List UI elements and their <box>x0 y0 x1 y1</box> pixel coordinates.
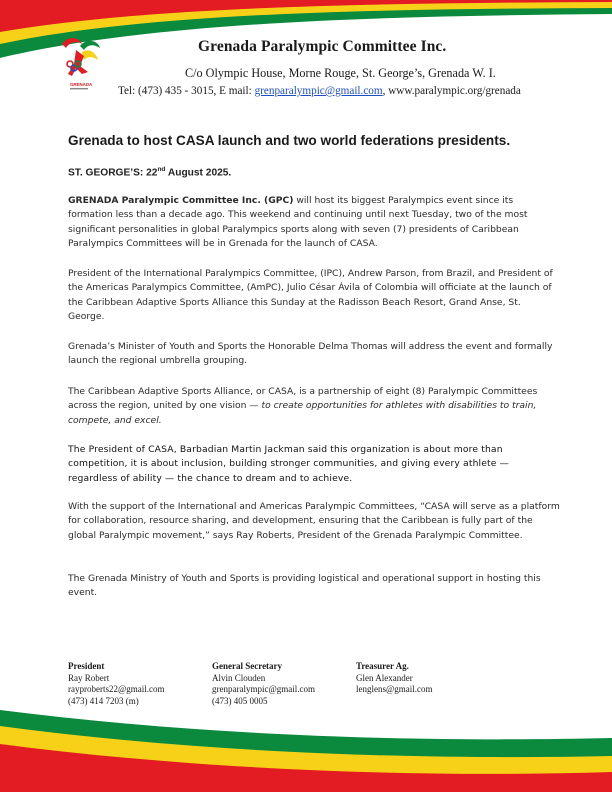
paragraph-support-quote: With the support of the International and Americas Paralympic Committees, “CASA will serve as a platform for collaboration, resource sharing, and development, ensuring that the Caribbean is fully part of the global Paralympic movement,” says Ray Roberts, President of the Grenada Paralympic Committee. <box>68 501 560 541</box>
dateline-ordinal: nd <box>157 166 166 173</box>
footer-stripes <box>0 708 612 792</box>
contact-phone-prefix: Tel: (473) 435 - 3015, E mail: <box>118 85 255 97</box>
org-name: Grenada Paralympic Committee Inc. <box>198 38 447 55</box>
casa-definition-text: The Caribbean Adaptive Sports Alliance, or CASA, is a partnership of eight (8) Paralympic Committees across the region, united by one vision — <box>68 386 538 412</box>
logo-tagline-bar <box>70 88 88 89</box>
org-contact-line <box>118 85 521 97</box>
officer-name: Ray Robert <box>68 672 110 683</box>
paragraph-casa-definition <box>68 385 560 428</box>
article-headline: Grenada to host CASA launch and two world federations presidents. <box>68 133 511 148</box>
casa-vision-italic: to create opportunities for athletes with disabilities to train, compete, and excel. <box>68 400 537 426</box>
officer-president <box>68 661 165 707</box>
paragraph-ministry-support: The Grenada Ministry of Youth and Sports is providing logistical and operational support in hosting this event. <box>68 573 541 599</box>
logo-swoosh-red <box>62 38 82 48</box>
officer-name: Glen Alexander <box>356 672 413 683</box>
officer-phone: (473) 405 0005 <box>212 695 268 706</box>
officer-treasurer <box>356 661 433 696</box>
officer-email[interactable]: rayproberts22@gmail.com <box>68 684 165 694</box>
officer-role: President <box>68 661 105 671</box>
paragraph-casa-president: The President of CASA, Barbadian Martin Jackman said this organization is about more than competition, it is about inclusion, building stronger communities, and giving every athlete — regardless of ability — the chance to dream and to achieve. <box>68 444 510 484</box>
paralympic-logo <box>58 34 104 94</box>
paragraph-officials: President of the International Paralympics Committee, (IPC), Andrew Parson, from Brazil, and President of the Americas Paralympics Committee, (AmPC), Julio César Ávila of Colombia will officiate at the launch of the Caribbean Adaptive Sports Alliance this Sunday at the Radisson Beach Resort, Grand Anse, St. George. <box>68 268 553 323</box>
officer-email[interactable]: grenparalympic@gmail.com <box>212 684 316 694</box>
logo-swoosh-green <box>80 41 100 50</box>
logo-swoosh-yellow <box>82 50 98 60</box>
org-address: C/o Olympic House, Morne Rouge, St. George’s, Grenada W. I. <box>185 66 496 80</box>
officer-role: Treasurer Ag. <box>356 661 409 671</box>
dateline <box>68 166 231 178</box>
intro-text: will host its biggest Paralympics event since its formation less than a decade ago. This weekend and continuing until next Tuesday, two of the most significant personalities in global Paralympics sports along with seven (7) presidents of Caribbean Paralympics Committees will be in Grenada for the launch of CASA. <box>68 195 528 250</box>
logo-wordmark: GRENADA <box>70 82 93 87</box>
dateline-prefix: ST. GEORGE’S: 22 <box>68 167 158 179</box>
officer-email[interactable]: lenglens@gmail.com <box>356 684 433 694</box>
paragraph-minister: Grenada’s Minister of Youth and Sports the Honorable Delma Thomas will address the event and formally launch the regional umbrella grouping. <box>68 341 553 367</box>
contact-website: , www.paralympic.org/grenada <box>382 85 521 97</box>
paragraph-intro <box>68 194 560 252</box>
officer-phone: (473) 414 7203 (m) <box>68 695 139 706</box>
officer-name: Alvin Clouden <box>212 672 266 683</box>
org-email-link[interactable]: grenparalympic@gmail.com <box>254 85 383 97</box>
officer-general-secretary <box>212 661 315 707</box>
officer-role: General Secretary <box>212 661 283 671</box>
dateline-suffix: August 2025. <box>165 167 232 179</box>
intro-bold-lead: GRENADA Paralympic Committee Inc. (GPC) <box>68 195 294 206</box>
